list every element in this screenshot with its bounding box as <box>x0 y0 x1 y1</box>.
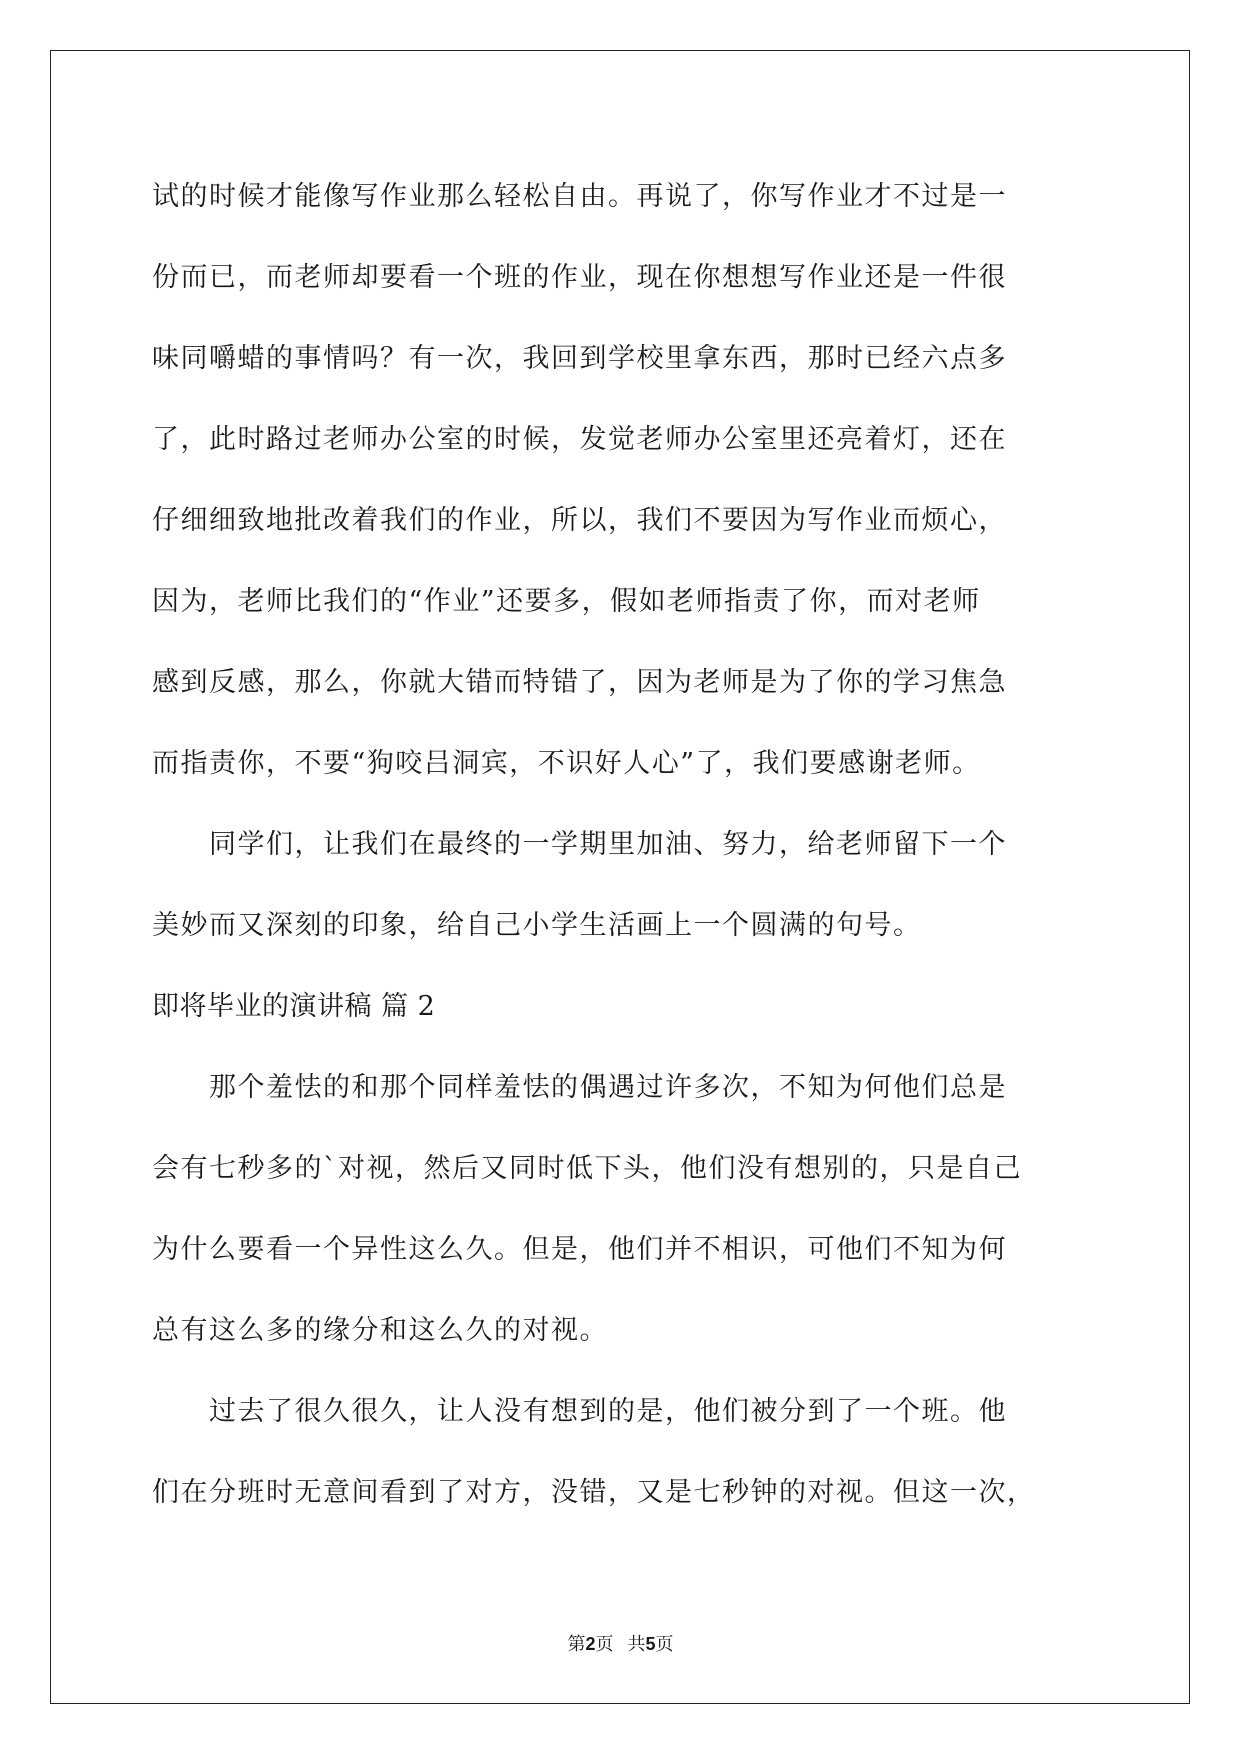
text-line: 而指责你，不要“狗咬吕洞宾，不识好人心”了，我们要感谢老师。 <box>152 748 981 779</box>
text-line: 同学们，让我们在最终的一学期里加油、努力，给老师留下一个 <box>152 829 1007 860</box>
total-prefix: 共 <box>627 1634 646 1655</box>
text-line: 会有七秒多的`对视，然后又同时低下头，他们没有想别的，只是自己 <box>152 1153 1022 1184</box>
text-line: 份而已，而老师却要看一个班的作业，现在你想想写作业还是一件很 <box>152 262 1007 293</box>
text-line: 过去了很久很久，让人没有想到的是，他们被分到了一个班。他 <box>152 1396 1007 1427</box>
document-body <box>152 156 1092 1533</box>
text-line: 感到反感，那么，你就大错而特错了，因为老师是为了你的学习焦急 <box>152 667 1007 698</box>
text-line: 美妙而又深刻的印象，给自己小学生活画上一个圆满的句号。 <box>152 910 922 941</box>
total-suffix: 页 <box>655 1634 674 1655</box>
text-line: 那个羞怯的和那个同样羞怯的偶遇过许多次，不知为何他们总是 <box>152 1072 1007 1103</box>
text-line: 味同嚼蜡的事情吗？有一次，我回到学校里拿东西，那时已经六点多 <box>152 343 1007 374</box>
text-line: 总有这么多的缘分和这么久的对视。 <box>152 1315 608 1346</box>
page-prefix: 第 <box>567 1634 586 1655</box>
text-line: 们在分班时无意间看到了对方，没错，又是七秒钟的对视。但这一次， <box>152 1477 1036 1508</box>
page-total: 5 <box>645 1634 656 1654</box>
text-line: 了，此时路过老师办公室的时候，发觉老师办公室里还亮着灯，还在 <box>152 424 1007 455</box>
text-line: 仔细细致地批改着我们的作业，所以，我们不要因为写作业而烦心， <box>152 505 1007 536</box>
text-line: 试的时候才能像写作业那么轻松自由。再说了，你写作业才不过是一 <box>152 181 1007 212</box>
page-current: 2 <box>585 1634 596 1654</box>
page-suffix: 页 <box>595 1634 614 1655</box>
text-line: 因为，老师比我们的“作业”还要多，假如老师指责了你，而对老师 <box>152 586 981 617</box>
page-footer <box>0 1630 1241 1656</box>
section-heading: 即将毕业的演讲稿 篇 2 <box>152 991 436 1022</box>
text-line: 为什么要看一个异性这么久。但是，他们并不相识，可他们不知为何 <box>152 1234 1007 1265</box>
